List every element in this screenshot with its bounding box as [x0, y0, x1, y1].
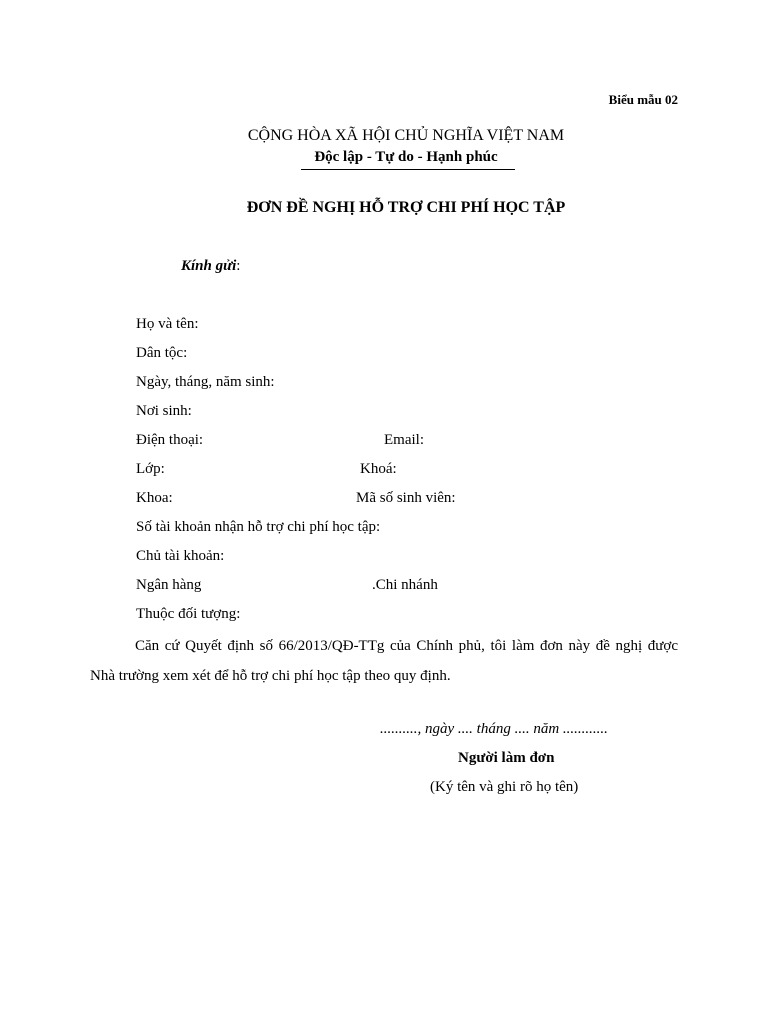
- document-title: ĐƠN ĐỀ NGHỊ HỖ TRỢ CHI PHÍ HỌC TẬP: [246, 199, 566, 216]
- field-full-name: Họ và tên:: [136, 316, 199, 332]
- salutation: [181, 258, 240, 275]
- field-account-holder: Chủ tài khoản:: [136, 548, 225, 564]
- field-phone: Điện thoại:: [136, 432, 204, 448]
- salutation-label: Kính gửi: [181, 258, 237, 274]
- salutation-colon: :: [236, 258, 241, 274]
- field-ethnicity: Dân tộc:: [136, 345, 188, 361]
- field-faculty: Khoa:: [136, 490, 173, 506]
- signer-title: Người làm đơn: [458, 750, 555, 766]
- request-paragraph: Căn cứ Quyết định số 66/2013/QĐ-TTg của Chính phủ, tôi làm đơn này đề nghị được Nhà trường xem xét để hỗ trợ chi phí học tập theo quy định.: [90, 638, 678, 684]
- nation-name: CỘNG HÒA XÃ HỘI CHỦ NGHĨA VIỆT NAM: [247, 127, 565, 144]
- field-beneficiary-group: Thuộc đối tượng:: [136, 606, 241, 622]
- field-class: Lớp:: [136, 461, 165, 477]
- field-account-number: Số tài khoản nhận hỗ trợ chi phí học tập:: [136, 519, 381, 535]
- form-code: Biểu mẫu 02: [608, 92, 678, 107]
- motto-underline: [301, 169, 515, 170]
- field-bank: Ngân hàng: [136, 577, 202, 593]
- field-birth-date: Ngày, tháng, năm sinh:: [136, 374, 275, 390]
- field-student-id: Mã số sinh viên:: [356, 490, 456, 506]
- date-line: .........., ngày .... tháng .... năm ............: [380, 721, 608, 737]
- field-birth-place: Nơi sinh:: [136, 403, 192, 419]
- field-course: Khoá:: [360, 461, 397, 477]
- signature-note: (Ký tên và ghi rõ họ tên): [430, 779, 579, 795]
- field-branch: .Chi nhánh: [372, 577, 438, 593]
- national-motto: Độc lập - Tự do - Hạnh phúc: [314, 149, 498, 165]
- field-email: Email:: [384, 432, 424, 448]
